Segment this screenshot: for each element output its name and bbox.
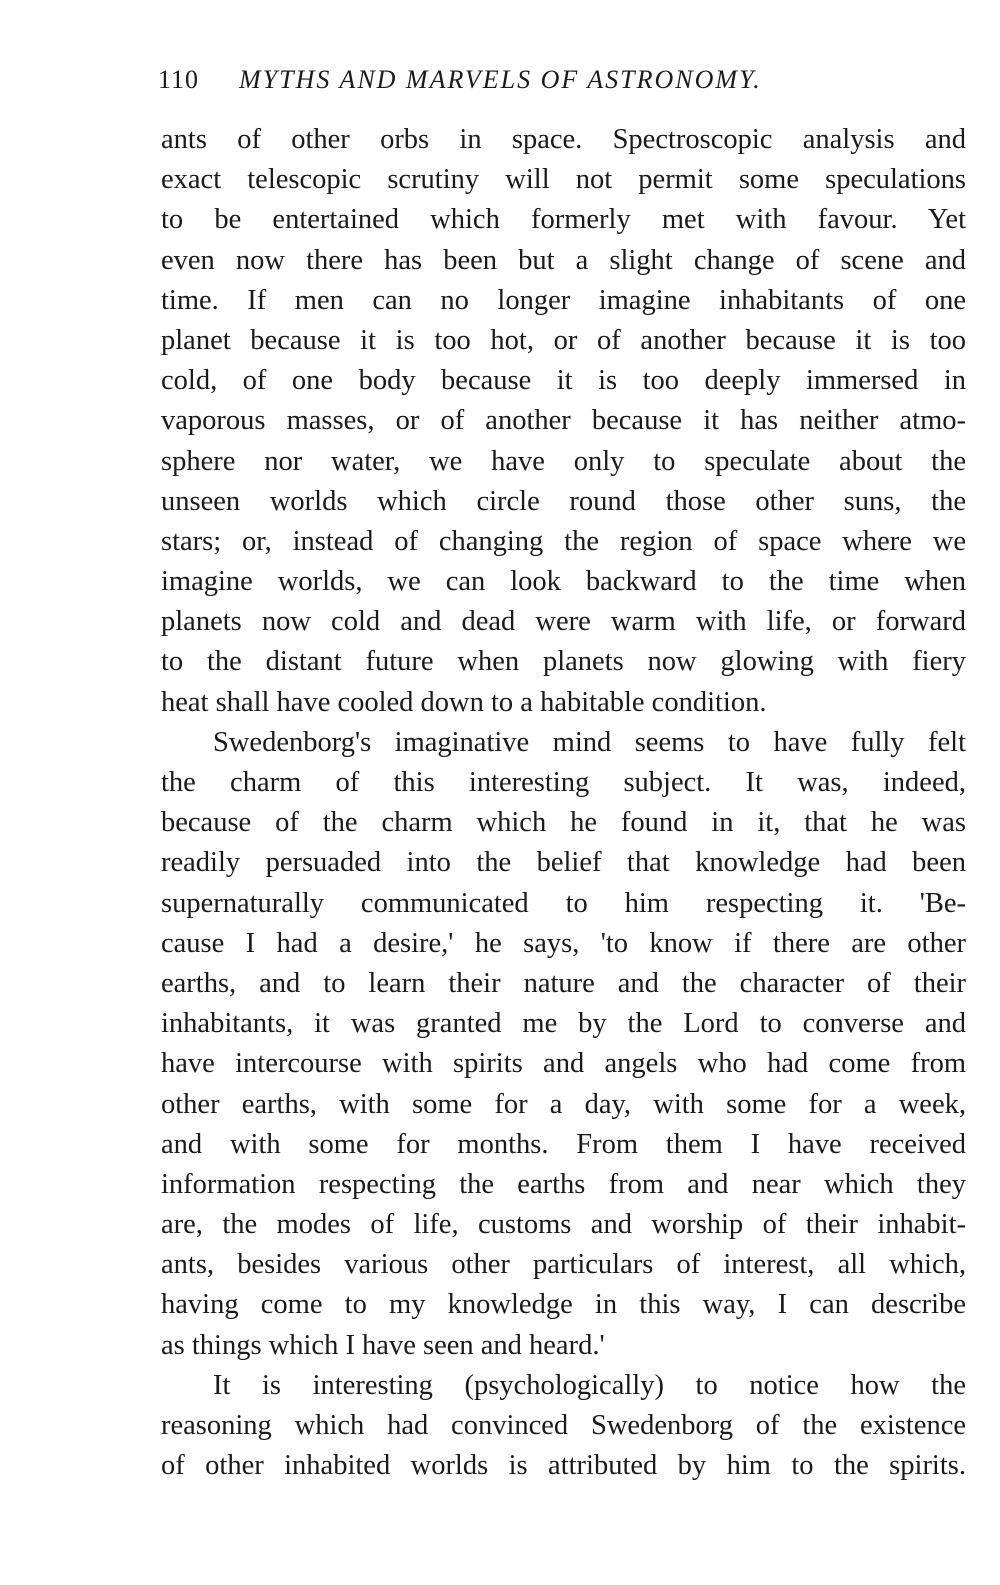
text-line: planet because it is too hot, or of another because it is too [161,324,966,356]
text-line: because of the charm which he found in it, that he was [161,807,966,839]
text-line: unseen worlds which circle round those other suns, the [161,485,966,517]
text-line: are, the modes of life, customs and worship of their inhabit- [161,1209,966,1241]
text-line: heat shall have cooled down to a habitable condition. [161,686,767,718]
text-line: ants, besides various other particulars of interest, all which, [161,1249,966,1281]
text-line: to the distant future when planets now glowing with fiery [161,646,966,678]
page-number: 110 [158,65,200,94]
text-line: vaporous masses, or of another because it has neither atmo- [161,405,966,437]
paragraph [161,723,966,1366]
text-line: earths, and to learn their nature and the character of their [161,967,966,999]
text-line: time. If men can no longer imagine inhabitants of one [161,284,966,316]
text-line: stars; or, instead of changing the region of space where we [161,525,966,557]
text-line: of other inhabited worlds is attributed by him to the spirits. [161,1450,966,1482]
text-line: other earths, with some for a day, with some for a week, [161,1088,966,1120]
text-line: exact telescopic scrutiny will not permit some speculations [161,164,966,196]
text-line: cause I had a desire,' he says, 'to know if there are other [161,927,966,959]
text-line: planets now cold and dead were warm with life, or forward [161,606,966,638]
text-line: as things which I have seen and heard.' [161,1329,605,1361]
text-line: and with some for months. From them I have received [161,1128,966,1160]
body-text [161,120,966,1486]
text-line: to be entertained which formerly met with favour. Yet [161,204,966,236]
text-line: reasoning which had convinced Swedenborg of the existence [161,1410,966,1441]
text-line: It is interesting (psychologically) to notice how the [213,1369,966,1401]
running-head [158,62,958,98]
paragraph [161,120,966,723]
text-line: even now there has been but a slight change of scene and [161,244,966,276]
text-line: sphere nor water, we have only to speculate about the [161,445,966,477]
text-line: having come to my knowledge in this way, I can describe [161,1289,966,1321]
text-line: cold, of one body because it is too deeply immersed in [161,365,966,397]
running-title: MYTHS AND MARVELS OF ASTRONOMY. [239,65,762,94]
text-line: readily persuaded into the belief that knowledge had been [161,847,966,879]
text-line: the charm of this interesting subject. It was, indeed, [161,767,966,798]
text-line: have intercourse with spirits and angels who had come from [161,1048,966,1080]
text-line: ants of other orbs in space. Spectroscopic analysis and [161,124,966,155]
text-line: imagine worlds, we can look backward to the time when [161,566,966,598]
text-line: information respecting the earths from and near which they [161,1168,966,1200]
text-line: Swedenborg's imaginative mind seems to have fully felt [213,726,966,758]
text-line: inhabitants, it was granted me by the Lord to converse and [161,1008,966,1040]
text-line: supernaturally communicated to him respecting it. 'Be- [161,887,966,919]
paragraph [161,1366,966,1487]
